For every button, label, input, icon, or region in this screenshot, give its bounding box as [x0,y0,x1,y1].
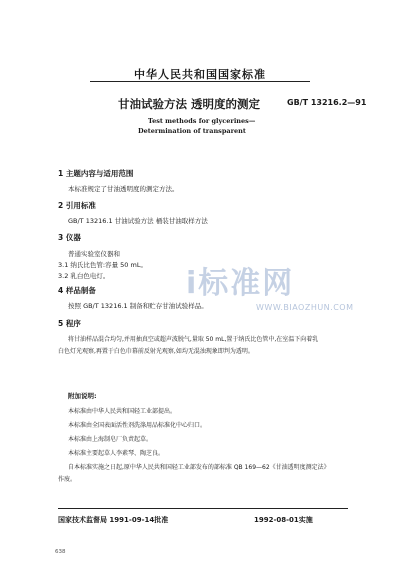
note-line-1: 本标准由中华人民共和国轻工业部提出。 [68,408,177,415]
note-line-5: 自本标准实施之日起,原中华人民共和国轻工业部发布的部标准 QB 169—62《甘油透明度测定法》 [68,464,330,471]
section-5-heading: 5 程序 [58,319,81,328]
note-line-3: 本标准由上海制皂厂负责起草。 [68,436,153,443]
approval-date: 国家技术监督局 1991-09-14批准 [58,516,169,524]
watermark-url: WWW.BIAOZHUN.COM [256,303,354,312]
section-2-heading: 2 引用标准 [58,201,96,210]
footer-rule [58,508,348,509]
country-standard-title: 中华人民共和国国家标准 [134,68,266,81]
watermark-logo: i标准网 [186,266,295,301]
section-4-text: 按照 GB/T 13216.1 制备和贮存甘油试验样品。 [68,302,208,310]
section-1-text: 本标准规定了甘油透明度的测定方法。 [68,185,179,193]
section-3-intro: 普通实验室仪器和 [68,250,120,258]
english-title-line-2: Determination of transparent [138,127,246,135]
note-line-6: 作废。 [58,476,77,483]
note-line-4: 本标准主要起草人李素琴、陶芝良。 [68,450,165,457]
page-number: 638 [55,549,66,555]
section-5-text-line-2: 白色灯光观察,再置于白色巾幕前反射光观察,如均无混浊现象即判为透明。 [58,348,254,355]
english-title-line-1: Test methods for glycerines— [148,117,256,125]
notes-heading: 附加说明: [68,392,97,400]
header-rule [90,81,310,82]
section-3-heading: 3 仪器 [58,233,81,242]
section-2-text: GB/T 13216.1 甘油试验方法 桶装甘油取样方法 [68,217,208,225]
section-5-text-line-1: 将甘油样品混合均匀,并用抽真空或超声波脱气,量取 50 mL,置于纳氏比色管中,在室温下向着乳 [68,336,319,343]
section-3-1: 3.1 纳氏比色管:容量 50 mL。 [58,261,147,269]
standard-number: GB/T 13216.2—91 [287,98,367,107]
effective-date: 1992-08-01实施 [254,516,313,524]
section-1-heading: 1 主题内容与适用范围 [58,169,134,178]
document-title: 甘油试验方法 透明度的测定 [118,97,261,111]
section-4-heading: 4 样品制备 [58,286,96,295]
section-3-2: 3.2 乳白色电灯。 [58,272,110,280]
note-line-2: 本标准由全国表面活性剂洗涤用品标准化中心归口。 [68,422,207,429]
